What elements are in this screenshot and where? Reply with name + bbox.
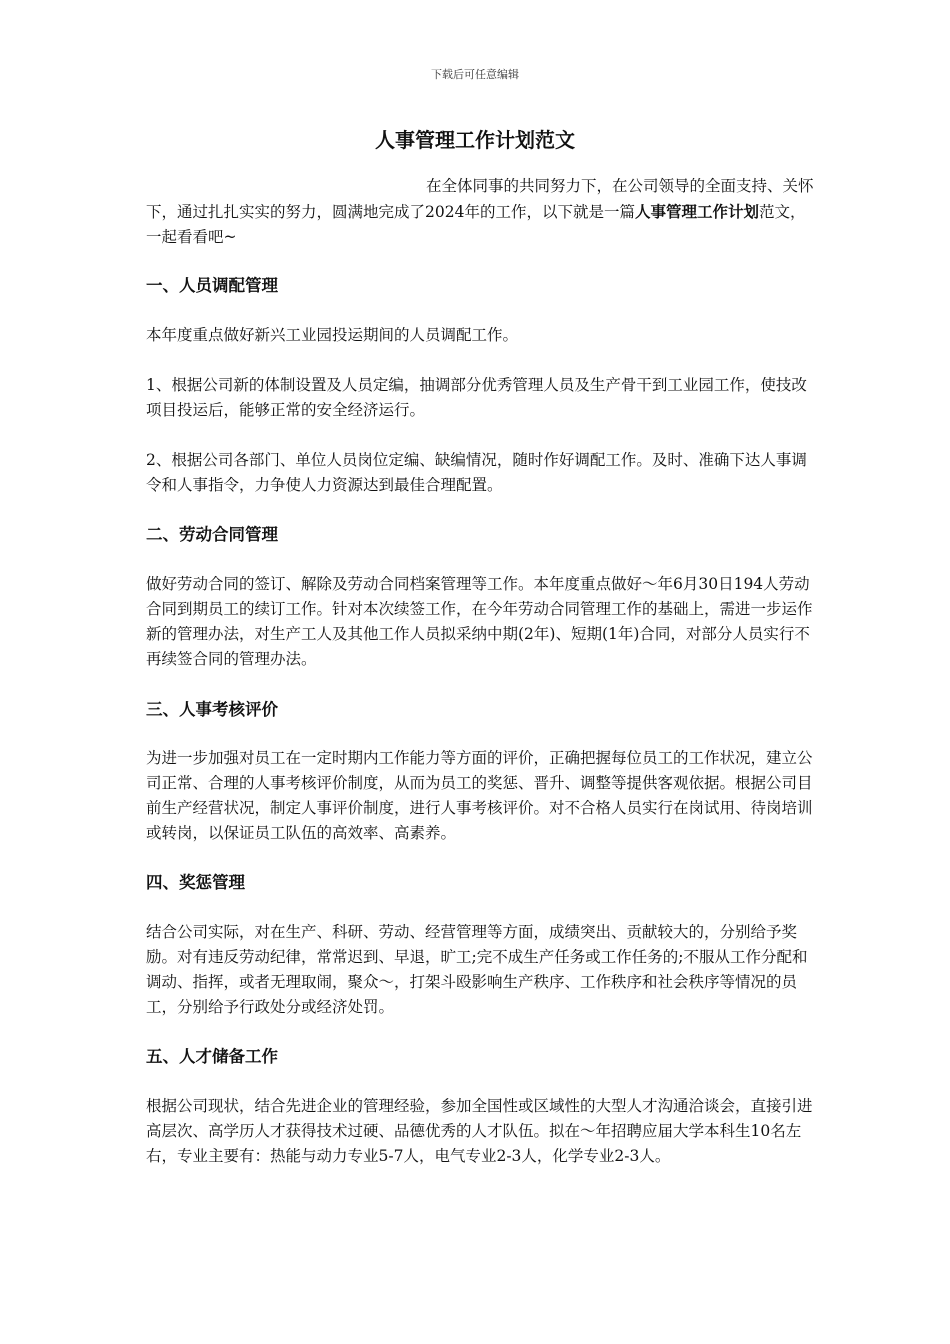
section-heading-3: 三、人事考核评价	[146, 700, 278, 719]
section-4-paragraph-1: 结合公司实际，对在生产、科研、劳动、经营管理等方面，成绩突出、贡献较大的，分别给予奖励。对有违反劳动纪律，常常迟到、早退，旷工;完不成生产任务或工作任务的;不服从工作分配和调动、指挥，或者无理取闹，聚众～，打架斗殴影响生产秩序、工作秩序和社会秩序等情况的员工，分别给予行政处分或经济处罚。	[146, 923, 808, 1016]
section-1-paragraph-2: 1、根据公司新的体制设置及人员定编，抽调部分优秀管理人员及生产骨干到工业园工作，使技改项目投运后，能够正常的安全经济运行。	[146, 376, 807, 419]
section-2-paragraph-1: 做好劳动合同的签订、解除及劳动合同档案管理等工作。本年度重点做好～年6月30日194人劳动合同到期员工的续订工作。针对本次续签工作，在今年劳动合同管理工作的基础上，需进一步运作新的管理办法，对生产工人及其他工作人员拟采纳中期(2年)、短期(1年)合同，对部分人员实行不再续签合同的管理办法。	[146, 575, 813, 668]
intro-paragraph	[146, 174, 814, 250]
intro-bold-keyword: 人事管理工作计划	[634, 202, 759, 221]
section-5-paragraph-1: 根据公司现状，结合先进企业的管理经验，参加全国性或区域性的大型人才沟通洽谈会，直接引进高层次、高学历人才获得技术过硬、品德优秀的人才队伍。拟在～年招聘应届大学本科生10名左右，专业主要有：热能与动力专业5-7人，电气专业2-3人，化学专业2-3人。	[146, 1097, 813, 1165]
section-1-paragraph-3: 2、根据公司各部门、单位人员岗位定编、缺编情况，随时作好调配工作。及时、准确下达人事调令和人事指令，力争使人力资源达到最佳合理配置。	[146, 451, 807, 494]
section-heading-2: 二、劳动合同管理	[146, 525, 278, 544]
section-3-paragraph-1: 为进一步加强对员工在一定时期内工作能力等方面的评价，正确把握每位员工的工作状况，建立公司正常、合理的人事考核评价制度，从而为员工的奖惩、晋升、调整等提供客观依据。根据公司目前生产经营状况，制定人事评价制度，进行人事考核评价。对不合格人员实行在岗试用、待岗培训或转岗，以保证员工队伍的高效率、高素养。	[146, 749, 813, 842]
intro-text-end: 范文，一起看看吧~	[146, 203, 806, 246]
section-heading-1: 一、人员调配管理	[146, 276, 278, 295]
section-heading-5: 五、人才储备工作	[146, 1047, 278, 1066]
intro-text: 在全体同事的共同努力下，在公司领导的全面支持、关怀下，通过扎扎实实的努力，圆满地完成了2024年的工作，以下就是一篇	[146, 177, 814, 221]
section-heading-4: 四、奖惩管理	[146, 873, 245, 892]
header-note: 下载后可任意编辑	[431, 68, 519, 81]
section-1-paragraph-1: 本年度重点做好新兴工业园投运期间的人员调配工作。	[146, 326, 519, 344]
document-title: 人事管理工作计划范文	[375, 128, 575, 152]
